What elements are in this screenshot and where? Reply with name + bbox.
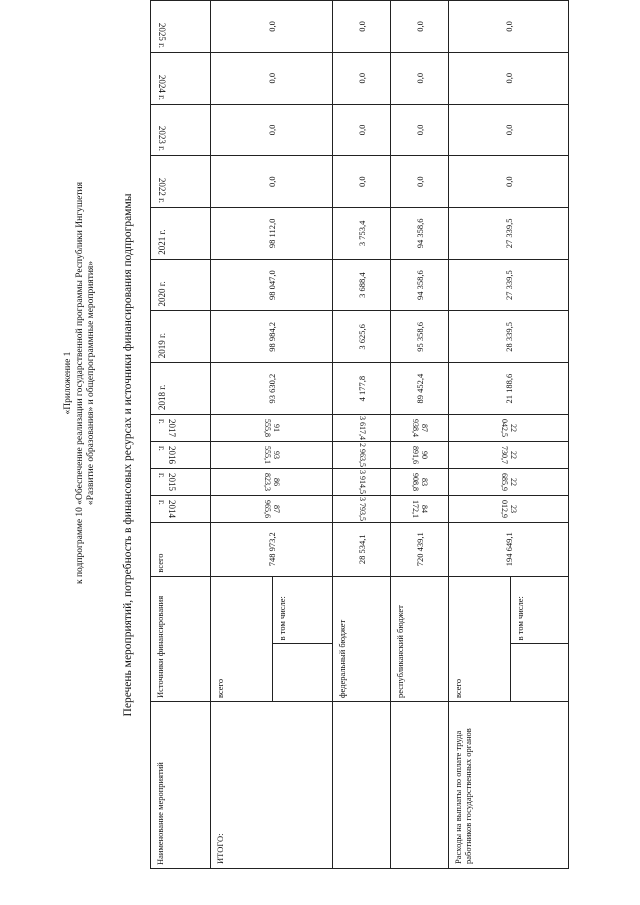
row-value-2016: 93 555,1 bbox=[211, 441, 333, 468]
row-total: 720 439,1 bbox=[391, 522, 449, 576]
row-value-2024: 0,0 bbox=[391, 52, 449, 104]
row-value-2019: 3 625,6 bbox=[333, 311, 391, 363]
row-source: республиканский бюджет bbox=[391, 576, 449, 701]
row-value-2021: 94 358,6 bbox=[391, 208, 449, 260]
row-value-2018: 89 452,4 bbox=[391, 363, 449, 415]
row-value-2024: 0,0 bbox=[449, 52, 569, 104]
row-source-spacer bbox=[273, 644, 333, 702]
row-value-2015: 83 908,8 bbox=[391, 468, 449, 495]
header-year-2019: 2019 г. bbox=[151, 311, 211, 363]
row-value-2017: 91 555,8 bbox=[211, 414, 333, 441]
table-row bbox=[391, 1, 449, 869]
header-total: всего bbox=[151, 522, 211, 576]
row-total: 194 649,1 bbox=[449, 522, 569, 576]
row-source: федеральный бюджет bbox=[333, 576, 391, 701]
header-year-2018: 2018 г. bbox=[151, 363, 211, 415]
table-row bbox=[449, 1, 511, 869]
row-total: 28 534,1 bbox=[333, 522, 391, 576]
row-value-2019: 98 984,2 bbox=[211, 311, 333, 363]
row-value-2018: 4 177,8 bbox=[333, 363, 391, 415]
row-value-2025: 0,0 bbox=[449, 1, 569, 53]
row-value-2022: 0,0 bbox=[449, 156, 569, 208]
row-value-2017: 87 938,4 bbox=[391, 414, 449, 441]
row-value-2014: 23 012,9 bbox=[449, 495, 569, 522]
row-value-2022: 0,0 bbox=[333, 156, 391, 208]
header-year-2020: 2020 г. bbox=[151, 259, 211, 311]
row-name bbox=[391, 702, 449, 869]
row-value-2016: 2 963,5 bbox=[333, 441, 391, 468]
appendix-header bbox=[63, 63, 98, 703]
row-value-2019: 28 339,5 bbox=[449, 311, 569, 363]
appendix-line-3: «Развитие образования» и общепрограммные мероприятия» bbox=[86, 260, 96, 506]
row-value-2017: 22 042,5 bbox=[449, 414, 569, 441]
row-value-2020: 27 339,5 bbox=[449, 259, 569, 311]
row-value-2024: 0,0 bbox=[333, 52, 391, 104]
header-year-2016: 2016 г. bbox=[151, 441, 211, 468]
row-value-2023: 0,0 bbox=[333, 104, 391, 156]
row-name: Расходы на выплаты по оплате труда работников государственных органов bbox=[449, 702, 569, 869]
appendix-line-1: «Приложение 1 bbox=[63, 351, 73, 415]
table-row bbox=[333, 1, 391, 869]
row-value-2018: 93 630,2 bbox=[211, 363, 333, 415]
header-year-2017: 2017 г. bbox=[151, 414, 211, 441]
row-value-2025: 0,0 bbox=[211, 1, 333, 53]
row-source: всего bbox=[449, 576, 511, 701]
header-year-2024: 2024 г. bbox=[151, 52, 211, 104]
row-value-2020: 94 358,6 bbox=[391, 259, 449, 311]
row-value-2014: 3 793,5 bbox=[333, 495, 391, 522]
header-source: Источники финансирования bbox=[151, 576, 211, 701]
appendix-line-2: к подпрограмме 10 «Обеспечение реализации государственной программы Республики Ингушетия bbox=[74, 182, 85, 585]
row-value-2023: 0,0 bbox=[211, 104, 333, 156]
table-header-row bbox=[151, 1, 211, 869]
row-value-2022: 0,0 bbox=[391, 156, 449, 208]
header-year-2014: 2014 г. bbox=[151, 495, 211, 522]
table-row bbox=[211, 1, 273, 869]
row-name bbox=[333, 702, 391, 869]
row-value-2021: 27 339,5 bbox=[449, 208, 569, 260]
row-value-2023: 0,0 bbox=[449, 104, 569, 156]
document-title: Перечень мероприятий, потребность в финансовых ресурсах и источники финансирования подпрограммы bbox=[122, 193, 134, 717]
row-source-spacer bbox=[511, 644, 569, 702]
row-name: ИТОГО: bbox=[211, 702, 333, 869]
header-year-2015: 2015 г. bbox=[151, 468, 211, 495]
header-year-2021: 2021 г. bbox=[151, 208, 211, 260]
row-source-sub: в том числе: bbox=[511, 576, 569, 644]
row-value-2020: 98 047,0 bbox=[211, 259, 333, 311]
header-year-2022: 2022 г. bbox=[151, 156, 211, 208]
row-value-2021: 3 753,4 bbox=[333, 208, 391, 260]
row-value-2024: 0,0 bbox=[211, 52, 333, 104]
row-source: всего bbox=[211, 576, 273, 701]
row-value-2020: 3 688,4 bbox=[333, 259, 391, 311]
row-source-sub: в том числе: bbox=[273, 576, 333, 644]
header-name: Наименование мероприятий bbox=[151, 702, 211, 869]
row-value-2016: 90 891,6 bbox=[391, 441, 449, 468]
row-value-2014: 87 965,6 bbox=[211, 495, 333, 522]
row-value-2015: 86 823,3 bbox=[211, 468, 333, 495]
row-value-2022: 0,0 bbox=[211, 156, 333, 208]
row-value-2015: 3 914,5 bbox=[333, 468, 391, 495]
row-value-2014: 84 172,1 bbox=[391, 495, 449, 522]
row-value-2025: 0,0 bbox=[391, 1, 449, 53]
row-value-2016: 22 730,7 bbox=[449, 441, 569, 468]
header-year-2025: 2025 г. bbox=[151, 1, 211, 53]
row-value-2017: 3 617,4 bbox=[333, 414, 391, 441]
row-value-2021: 98 112,0 bbox=[211, 208, 333, 260]
header-year-2023: 2023 г. bbox=[151, 104, 211, 156]
row-value-2018: 21 188,6 bbox=[449, 363, 569, 415]
row-value-2015: 22 685,9 bbox=[449, 468, 569, 495]
row-total: 748 973,2 bbox=[211, 522, 333, 576]
row-value-2025: 0,0 bbox=[333, 1, 391, 53]
funding-table bbox=[150, 0, 569, 869]
row-value-2023: 0,0 bbox=[391, 104, 449, 156]
row-value-2019: 95 358,6 bbox=[391, 311, 449, 363]
